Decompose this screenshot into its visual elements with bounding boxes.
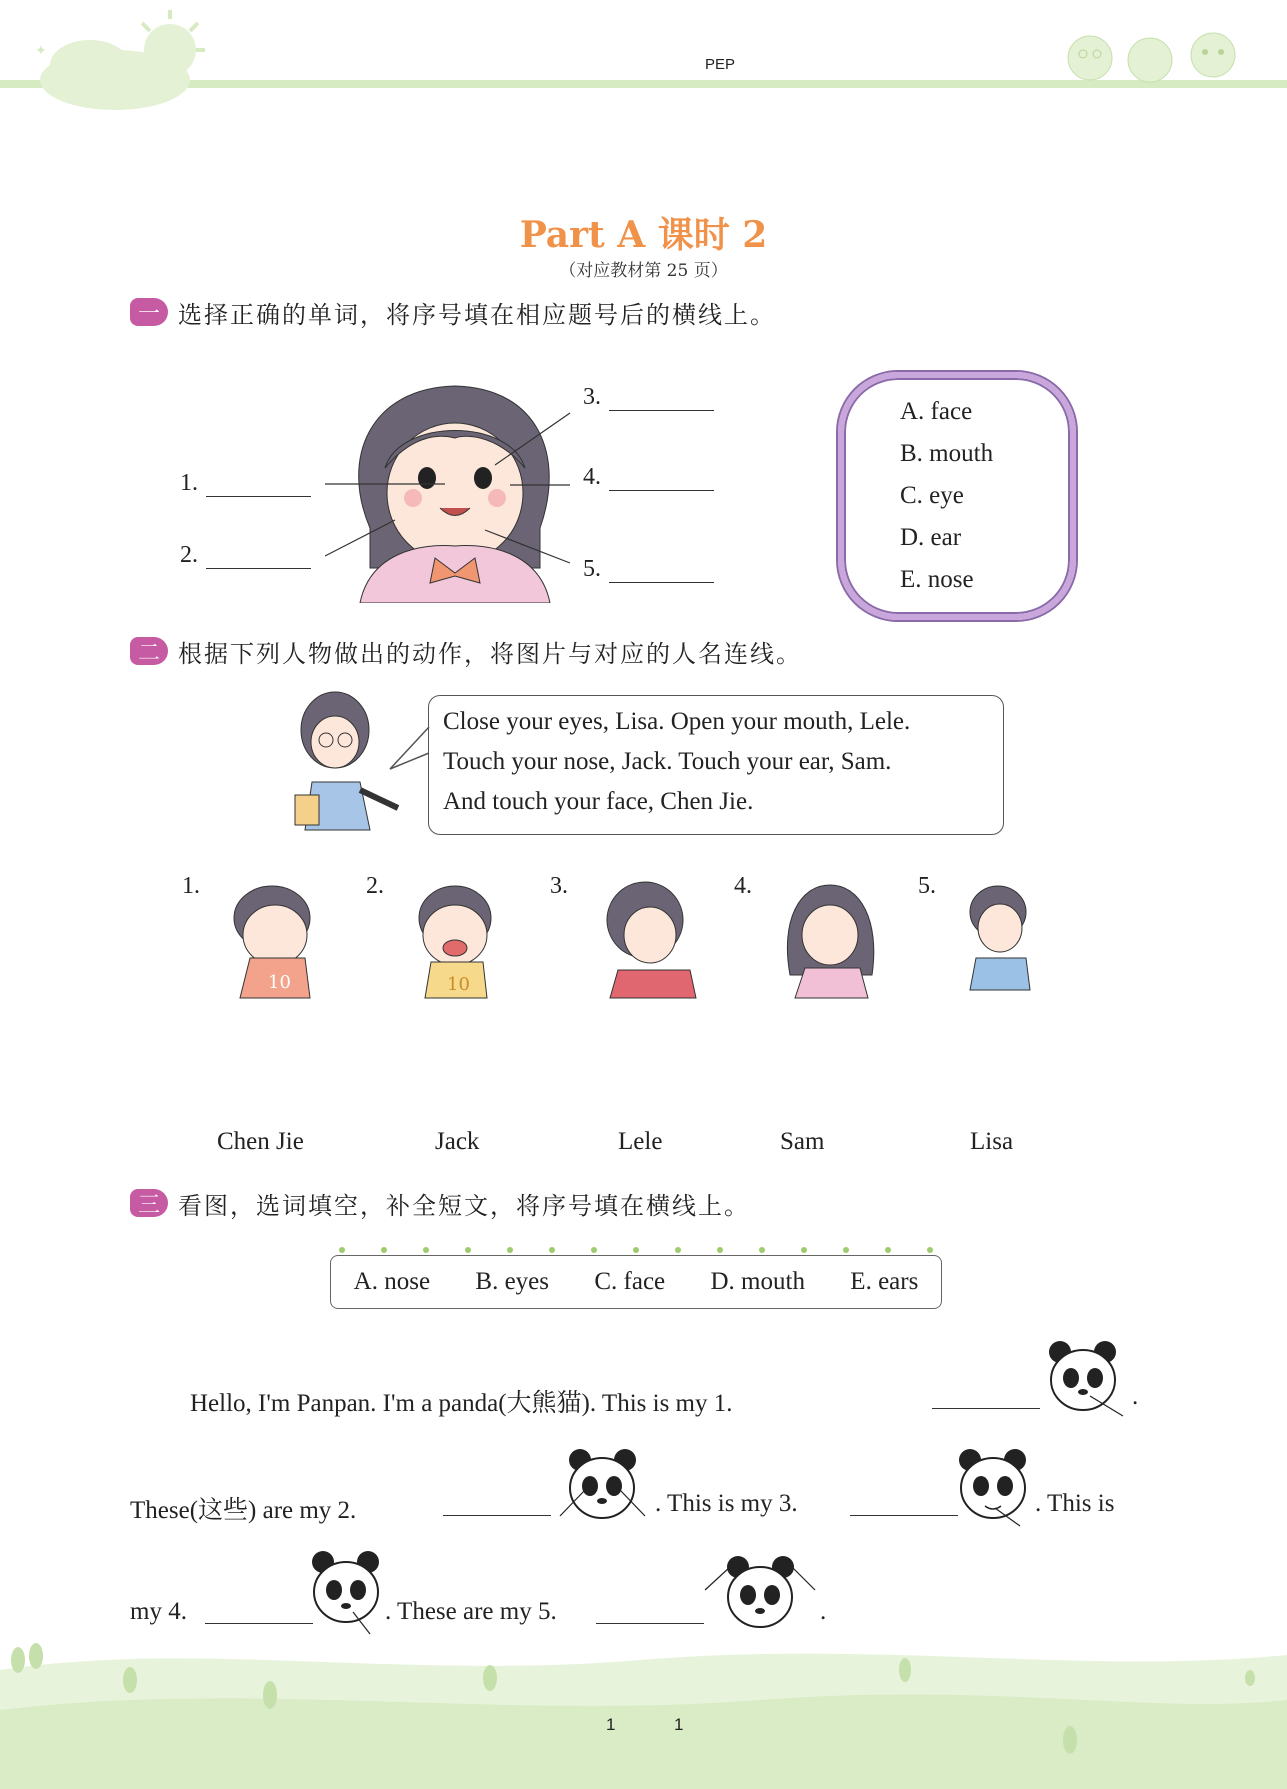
child-picture-1[interactable] (220, 880, 340, 1000)
blank-1-line[interactable] (206, 472, 311, 497)
option-b: B. mouth (900, 440, 994, 467)
blank-5[interactable] (583, 556, 714, 583)
para-blank-1[interactable] (932, 1388, 1040, 1409)
sun-cloud-decoration (20, 5, 210, 115)
bubble-tail (388, 725, 432, 775)
picture-number-3: 3. (550, 873, 568, 899)
child-picture-4[interactable] (780, 880, 880, 1000)
picture-number-5: 5. (918, 873, 936, 899)
section-3-instruction: 看图，选词填空，补全短文，将序号填在横线上。 (178, 1191, 750, 1220)
word-e: E. ears (850, 1268, 919, 1295)
blank-4[interactable] (583, 464, 714, 491)
section-2-heading (130, 636, 802, 666)
svg-text:10: 10 (268, 972, 291, 993)
svg-text:✦: ✦ (35, 43, 47, 59)
para-line-3-end: . (820, 1598, 827, 1625)
picture-number-2: 2. (366, 873, 384, 899)
blank-5-label: 5. (583, 556, 601, 582)
page-subtitle: （对应教材第 25 页） (559, 261, 728, 281)
panda-mouth-icon (955, 1448, 1035, 1528)
blank-4-line[interactable] (609, 466, 714, 491)
blank-4-label: 4. (583, 464, 601, 490)
child-picture-3[interactable] (600, 880, 700, 1000)
word-c: C. face (594, 1268, 666, 1295)
page-title: Part A 课时 2 (519, 214, 768, 256)
blank-1[interactable] (180, 470, 311, 497)
blank-3-label: 3. (583, 384, 601, 410)
para-line-1-text: Hello, I'm Panpan. I'm a panda(大熊猫). This is my 1. (190, 1390, 733, 1417)
section-2-badge: 二 (130, 637, 168, 665)
blank-3-line[interactable] (609, 386, 714, 411)
page-number-right: 1 (674, 1715, 684, 1734)
picture-number-1: 1. (182, 873, 200, 899)
section-3-heading (130, 1188, 750, 1218)
para-line-2-text-b: . This is my 3. (655, 1490, 798, 1517)
para-line-2-text-c: . This is (1035, 1490, 1115, 1517)
bubble-line-1: Close your eyes, Lisa. Open your mouth, Lele. (443, 708, 911, 735)
option-e: E. nose (900, 566, 974, 593)
word-a: A. nose (353, 1268, 431, 1295)
child-picture-2[interactable] (395, 880, 515, 1000)
bubble-line-2: Touch your nose, Jack. Touch your ear, Sam. (443, 748, 892, 775)
name-chen-jie[interactable]: Chen Jie (217, 1128, 304, 1155)
para-blank-2[interactable] (443, 1495, 551, 1516)
word-bank (330, 1255, 942, 1309)
section-1-badge: 一 (130, 298, 168, 326)
word-b: B. eyes (475, 1268, 550, 1295)
para-blank-3[interactable] (850, 1495, 958, 1516)
para-line-1-end: . (1132, 1383, 1139, 1410)
name-sam[interactable]: Sam (780, 1128, 825, 1155)
section-2-instruction: 根据下列人物做出的动作，将图片与对应的人名连线。 (178, 639, 802, 668)
animal-faces-decoration (1055, 20, 1255, 85)
grass-decoration (0, 1620, 1287, 1789)
blank-2[interactable] (180, 542, 311, 569)
blank-5-line[interactable] (609, 558, 714, 583)
face-pointer-lines (325, 380, 585, 570)
blank-2-line[interactable] (206, 544, 311, 569)
blank-1-label: 1. (180, 470, 198, 496)
panda-eyes-icon (555, 1448, 650, 1528)
bubble-line-3: And touch your face, Chen Jie. (443, 788, 754, 815)
blank-2-label: 2. (180, 542, 198, 568)
child-picture-5[interactable] (958, 880, 1038, 1000)
picture-number-4: 4. (734, 873, 752, 899)
para-line-3-text-b: . These are my 5. (385, 1598, 557, 1625)
name-jack[interactable]: Jack (435, 1128, 480, 1155)
header-label: PEP (704, 56, 735, 73)
para-line-3-text-a: my 4. (130, 1598, 187, 1625)
option-c: C. eye (900, 482, 964, 509)
svg-text:10: 10 (447, 974, 470, 995)
section-3-badge: 三 (130, 1189, 168, 1217)
option-box (838, 372, 1076, 620)
page-number-left: 1 (606, 1715, 616, 1734)
section-1-heading (130, 297, 776, 327)
word-d: D. mouth (710, 1268, 805, 1295)
option-d: D. ear (900, 524, 962, 551)
panda-nose-icon (1045, 1338, 1125, 1418)
speech-bubble (428, 695, 1004, 835)
blank-3[interactable] (583, 384, 714, 411)
para-line-2-text-a: These(这些) are my 2. (130, 1497, 357, 1524)
option-a: A. face (900, 398, 973, 425)
name-lele[interactable]: Lele (618, 1128, 663, 1155)
name-lisa[interactable]: Lisa (970, 1128, 1014, 1155)
section-1-instruction: 选择正确的单词，将序号填在相应题号后的横线上。 (178, 300, 776, 329)
